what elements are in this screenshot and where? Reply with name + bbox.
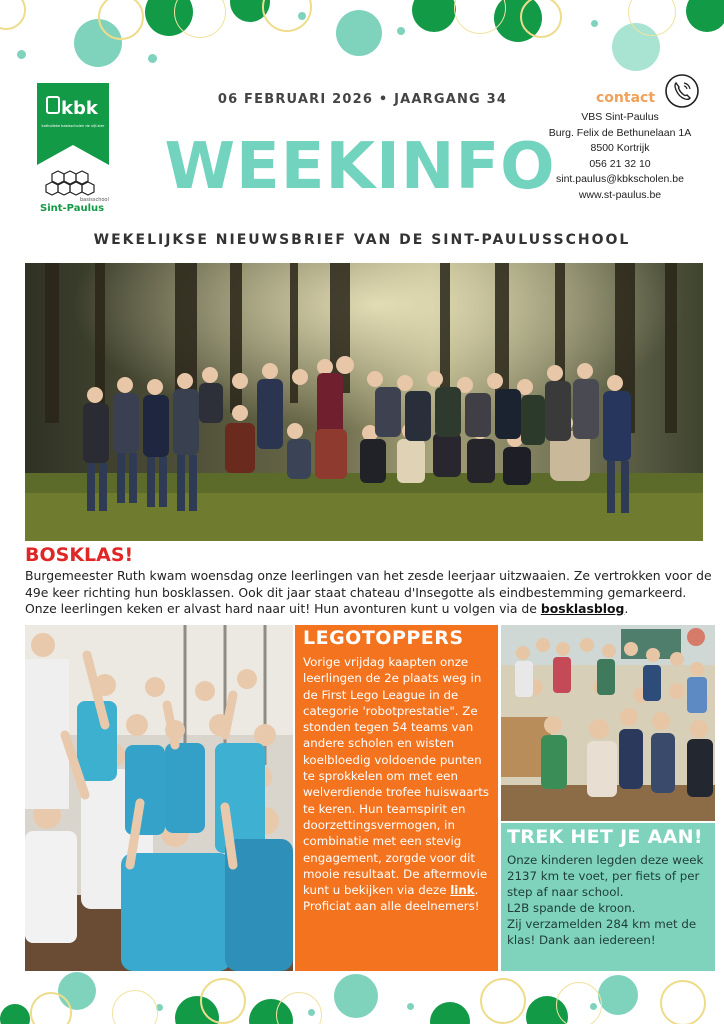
- decor-ring: [276, 992, 322, 1024]
- dateline: 06 FEBRUARI 2026 • JAARGANG 34: [217, 92, 508, 107]
- decor-ring: [262, 0, 312, 32]
- decor-dot: [334, 974, 378, 1018]
- contact-line: 056 21 32 10: [589, 157, 651, 170]
- lego-body-end: .: [474, 883, 479, 898]
- lego-text: [303, 654, 495, 915]
- contact-line: VBS Sint-Paulus: [581, 111, 659, 123]
- decor-dot: [412, 0, 456, 32]
- trek-title: TREK HET JE AAN!: [507, 826, 703, 848]
- bosklasblog-link[interactable]: bosklasblog: [540, 601, 625, 616]
- bosklas-text: [25, 568, 715, 618]
- decor-dot: [0, 1004, 30, 1024]
- page-title: WEEKINFO: [164, 130, 556, 204]
- decor-dot: [430, 1002, 470, 1024]
- contact-email[interactable]: sint.paulus@kbkscholen.be: [556, 173, 684, 185]
- decor-ring: [480, 978, 526, 1024]
- decor-ring: [112, 990, 158, 1024]
- phone-icon: [664, 73, 700, 109]
- decor-dot: [148, 54, 157, 63]
- decor-dot: [336, 10, 382, 56]
- page-subtitle: WEKELIJKSE NIEUWSBRIEF VAN DE SINT-PAULUSSCHOOL: [93, 232, 631, 248]
- decor-dot: [591, 20, 598, 27]
- kbk-logo: [37, 83, 109, 165]
- contact-block: [530, 110, 710, 203]
- lego-body: Vorige vrijdag kaapten onze leerlingen de 2e plaats weg in de First Lego League in de categorie 'robotprestatie". Ze stonden tegen 54 teams van andere scholen en wisten koelbloedig voldoende punten te sprokkelen om met een welverdiende trofee huiswaarts te keren. Hun teamspirit en doorzettingsvermogen, in combinatie met een stevig engagement, zorgde voor dit mooie resultaat. De aftermovie kunt u bekijken via deze: [303, 655, 490, 898]
- lego-title: LEGOTOPPERS: [303, 627, 464, 649]
- logo-school-sub: basisschool: [80, 197, 109, 203]
- contact-line: 8500 Kortrijk: [590, 142, 650, 154]
- svg-text:kbk: kbk: [61, 98, 98, 119]
- trek-paragraph: Zij verzamelden 284 km met de klas! Dank aan iedereen!: [507, 917, 697, 947]
- lego-closing: Proficiat aan alle deelnemers!: [303, 899, 480, 914]
- decor-dot: [397, 27, 405, 35]
- logo-tagline: katholieke basisscholen de vijf-ster: [41, 124, 105, 128]
- decor-ring: [520, 0, 562, 38]
- decor-dot: [17, 50, 26, 59]
- aftermovie-link[interactable]: link: [450, 883, 475, 898]
- class-photo: [501, 625, 715, 821]
- decor-ring: [0, 0, 26, 30]
- decor-dot: [407, 1003, 414, 1010]
- contact-line: Burg. Felix de Bethunelaan 1A: [548, 126, 692, 139]
- trek-paragraph: Onze kinderen legden deze week 2137 km te voet, per fiets of per step af naar school.: [507, 853, 704, 899]
- decor-ring: [200, 978, 246, 1024]
- logo-school-name: Sint-Paulus: [40, 203, 105, 214]
- bosklas-title: BOSKLAS!: [25, 544, 134, 566]
- contact-website[interactable]: www.st-paulus.be: [578, 188, 662, 201]
- bosklas-group-photo: [25, 263, 703, 541]
- bosklas-body-end: .: [624, 601, 629, 616]
- trek-paragraph: L2B spande de kroon.: [507, 901, 636, 915]
- decor-ring: [98, 0, 144, 40]
- lego-team-photo: [25, 625, 293, 971]
- decor-dot: [686, 0, 724, 32]
- trek-text: [507, 852, 713, 948]
- bosklas-body: Burgemeester Ruth kwam woensdag onze leerlingen van het zesde leerjaar uitzwaaien. Ze vertrokken voor de 49e keer richting hun bosklassen. Ook dit jaar staat chateau d'Insegotte als eindbestemming gemarkeerd. Onze leerlingen keken er alvast hard naar uit! Hun avonturen kunt u volgen via de: [25, 568, 712, 616]
- contact-label: contact: [596, 90, 656, 106]
- decor-dot: [598, 975, 638, 1015]
- decor-ring: [556, 982, 602, 1024]
- decor-ring: [660, 980, 706, 1024]
